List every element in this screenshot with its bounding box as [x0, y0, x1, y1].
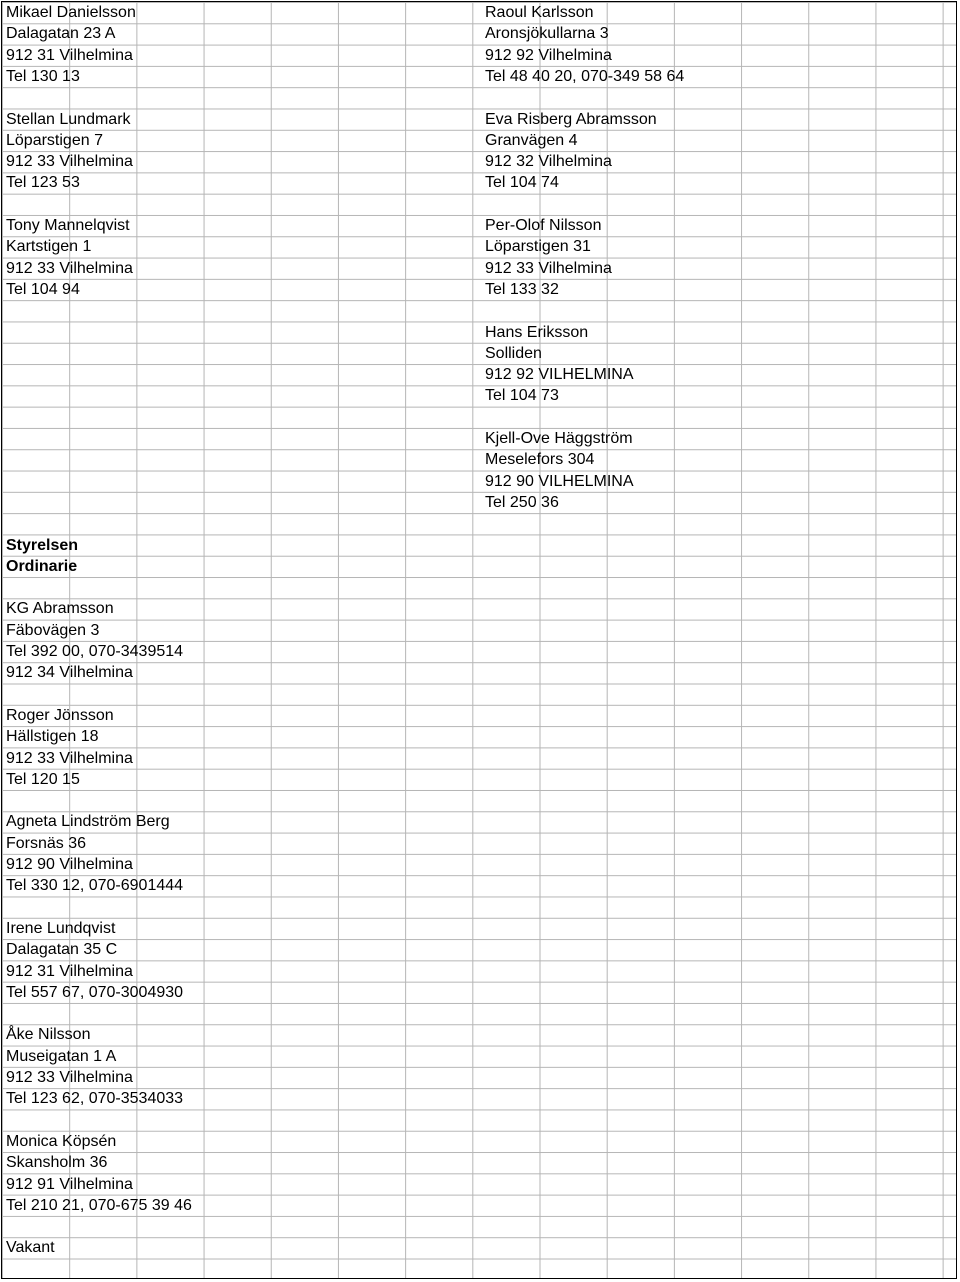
contact-city: 912 92 VILHELMINA	[485, 366, 634, 384]
board-member-line: Roger Jönsson	[6, 706, 114, 724]
board-member-line: Tel 392 00, 070-3439514	[6, 643, 184, 660]
contact-name: Raoul Karlsson	[485, 4, 594, 21]
board-member-line: 912 34 Vilhelmina	[6, 664, 133, 682]
board-member-line: Tel 330 12, 070-6901444	[6, 877, 184, 895]
section-title: Styrelsen	[6, 536, 79, 554]
contact-phone: Tel 250 36	[485, 493, 559, 511]
board-member-line: KG Abramsson	[6, 600, 114, 618]
contact-name: Per-Olof Nilsson	[485, 217, 602, 234]
contact-name: Eva Risberg Abramsson	[485, 110, 657, 128]
contact-city: 912 92 Vilhelmina	[485, 46, 612, 64]
board-member-line: Museigatan 1 A	[6, 1047, 117, 1065]
contact-phone: Tel 133 32	[485, 280, 559, 298]
board-member-line: 912 33 Vilhelmina	[6, 749, 133, 767]
contact-city: 912 33 Vilhelmina	[6, 153, 133, 171]
board-member-line: Tel 123 62, 070-3534033	[6, 1090, 184, 1108]
board-member-line: Åke Nilsson	[6, 1026, 91, 1044]
spreadsheet-page	[1, 1, 957, 1279]
section-subtitle: Ordinarie	[6, 557, 78, 575]
contact-city: 912 33 Vilhelmina	[6, 259, 133, 277]
board-member-line: 912 91 Vilhelmina	[6, 1175, 133, 1193]
board-member-line: 912 31 Vilhelmina	[6, 962, 133, 980]
board-member-line: Agneta Lindström Berg	[6, 813, 170, 831]
contact-name: Hans Eriksson	[485, 323, 589, 341]
board-member-line: Irene Lundqvist	[6, 919, 116, 937]
contact-address: Löparstigen 31	[485, 238, 591, 256]
board-member-line: Hällstigen 18	[6, 728, 99, 746]
contact-city: 912 90 VILHELMINA	[485, 472, 634, 490]
contact-phone: Tel 130 13	[6, 67, 80, 85]
contact-name: Stellan Lundmark	[6, 110, 131, 128]
board-member-line: 912 33 Vilhelmina	[6, 1069, 133, 1086]
contact-address: Granvägen 4	[485, 131, 578, 149]
contact-address: Dalagatan 23 A	[6, 25, 116, 43]
contact-phone: Tel 104 94	[6, 280, 80, 298]
contact-address: Kartstigen 1	[6, 238, 92, 256]
board-member-line: Monica Köpsén	[6, 1132, 117, 1150]
contact-city: 912 33 Vilhelmina	[485, 259, 612, 277]
board-member-line: Fäbovägen 3	[6, 621, 100, 639]
contact-address: Löparstigen 7	[6, 131, 103, 149]
board-member-line: Forsnäs 36	[6, 834, 87, 852]
board-member-line: 912 90 Vilhelmina	[6, 856, 133, 873]
board-member-line: Skansholm 36	[6, 1154, 108, 1172]
contact-name: Mikael Danielsson	[6, 4, 136, 21]
contact-city: 912 32 Vilhelmina	[485, 153, 612, 171]
contact-address: Solliden	[485, 344, 542, 362]
contact-city: 912 31 Vilhelmina	[6, 46, 133, 64]
board-member-line: Dalagatan 35 C	[6, 941, 118, 959]
contact-phone: Tel 104 73	[485, 387, 559, 405]
contact-address: Meselefors 304	[485, 451, 595, 469]
contact-phone: Tel 104 74	[485, 174, 559, 192]
contact-name: Tony Mannelqvist	[6, 217, 130, 234]
contact-name: Kjell-Ove Häggström	[485, 430, 633, 447]
board-member-line: Tel 557 67, 070-3004930	[6, 983, 184, 1001]
contact-phone: Tel 48 40 20, 070-349 58 64	[485, 67, 685, 85]
board-member-line: Tel 210 21, 070-675 39 46	[6, 1196, 192, 1214]
board-member-line: Tel 120 15	[6, 770, 80, 788]
board-member-line: Vakant	[6, 1239, 55, 1257]
contact-phone: Tel 123 53	[6, 174, 80, 192]
contact-address: Aronsjökullarna 3	[485, 25, 609, 43]
